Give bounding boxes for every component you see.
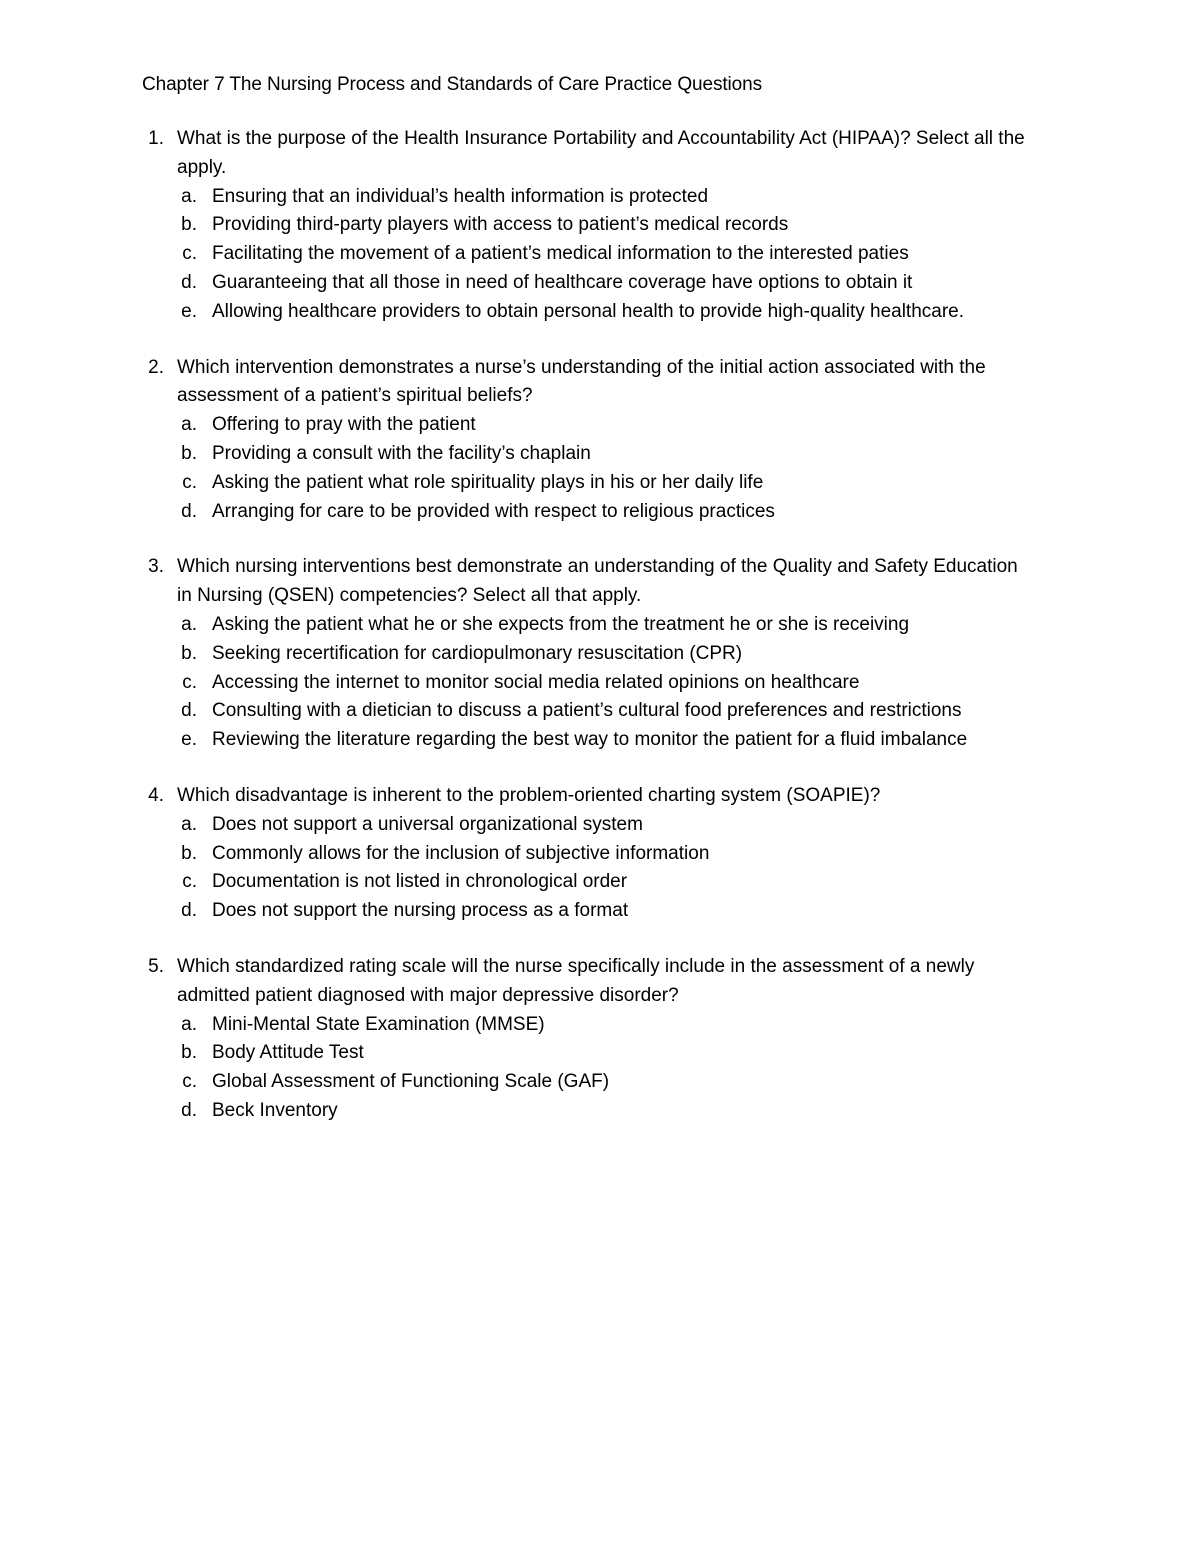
option-letter: d.: [181, 900, 197, 922]
answer-option: [142, 240, 1140, 269]
answer-option: [142, 269, 1140, 298]
question-number: 2.: [148, 356, 164, 378]
option-letter: a.: [181, 414, 197, 436]
option-text: Allowing healthcare providers to obtain personal health to provide high-quality healthcare.: [212, 300, 965, 322]
answer-option: [142, 840, 1140, 869]
option-text: Does not support the nursing process as a format: [212, 900, 629, 922]
answer-option: [142, 811, 1140, 840]
question-number: 1.: [148, 128, 164, 149]
option-letter: d.: [181, 700, 197, 722]
answer-option: [142, 1039, 1140, 1068]
option-text: Offering to pray with the patient: [212, 414, 476, 436]
option-text: Providing third-party players with access to patient’s medical records: [212, 214, 789, 236]
question-item: [142, 125, 1140, 327]
question-text: Which intervention demonstrates a nurse’s understanding of the initial action associated with the assessment of a patient’s spiritual beliefs?: [177, 356, 986, 407]
option-text: Reviewing the literature regarding the best way to monitor the patient for a fluid imbalance: [212, 729, 968, 751]
option-letter: a.: [181, 613, 197, 635]
option-letter: b.: [181, 842, 197, 864]
answer-option: [142, 669, 1140, 698]
question-item: [142, 953, 1140, 1126]
answer-option: [142, 1097, 1140, 1126]
option-text: Accessing the internet to monitor social media related opinions on healthcare: [212, 671, 860, 693]
answer-options: [142, 411, 1140, 526]
question-item: [142, 782, 1140, 926]
answer-option: [142, 897, 1140, 926]
answer-option: [142, 697, 1140, 726]
option-letter: c.: [182, 243, 197, 265]
option-letter: a.: [181, 813, 197, 835]
answer-options: [142, 183, 1140, 327]
option-letter: d.: [181, 271, 197, 293]
question-text: Which standardized rating scale will the nurse specifically include in the assessment of a newly admitted patient diagnosed with major depressive disorder?: [177, 955, 975, 1006]
option-letter: d.: [181, 1099, 197, 1121]
option-text: Seeking recertification for cardiopulmonary resuscitation (CPR): [212, 642, 743, 664]
answer-option: [142, 183, 1140, 212]
option-text: Facilitating the movement of a patient’s medical information to the interested paties: [212, 243, 909, 265]
answer-option: [142, 498, 1140, 527]
question-stem: [142, 553, 1140, 611]
question-item: [142, 354, 1140, 527]
option-text: Providing a consult with the facility’s chaplain: [212, 442, 591, 464]
option-letter: b.: [181, 642, 197, 664]
option-text: Beck Inventory: [212, 1099, 338, 1121]
option-text: Consulting with a dietician to discuss a patient’s cultural food preferences and restrictions: [212, 700, 962, 722]
option-text: Ensuring that an individual’s health information is protected: [212, 185, 709, 207]
option-text: Mini-Mental State Examination (MMSE): [212, 1013, 545, 1035]
question-number: 3.: [148, 556, 164, 578]
question-text: Which disadvantage is inherent to the problem-oriented charting system (SOAPIE)?: [177, 784, 881, 806]
option-letter: c.: [182, 871, 197, 893]
question-stem: [142, 953, 1140, 1011]
question-stem: [142, 354, 1140, 412]
option-text: Documentation is not listed in chronological order: [212, 871, 628, 893]
answer-option: [142, 640, 1140, 669]
option-letter: b.: [181, 1042, 197, 1064]
option-letter: a.: [181, 1013, 197, 1035]
option-letter: b.: [181, 442, 197, 464]
answer-option: [142, 868, 1140, 897]
answer-options: [142, 611, 1140, 755]
question-number: 4.: [148, 784, 164, 806]
option-letter: c.: [182, 671, 197, 693]
option-text: Asking the patient what he or she expects from the treatment he or she is receiving: [212, 613, 910, 635]
option-text: Arranging for care to be provided with respect to religious practices: [212, 500, 775, 522]
option-text: Body Attitude Test: [212, 1042, 364, 1064]
option-letter: c.: [182, 1071, 197, 1093]
option-text: Commonly allows for the inclusion of subjective information: [212, 842, 710, 864]
option-text: Global Assessment of Functioning Scale (GAF): [212, 1071, 610, 1093]
answer-option: [142, 1011, 1140, 1040]
option-letter: d.: [181, 500, 197, 522]
answer-option: [142, 211, 1140, 240]
answer-option: [142, 726, 1140, 755]
answer-option: [142, 411, 1140, 440]
answer-option: [142, 469, 1140, 498]
option-text: Does not support a universal organizational system: [212, 813, 643, 835]
option-text: Guaranteeing that all those in need of healthcare coverage have options to obtain it: [212, 271, 913, 293]
answer-options: [142, 1011, 1140, 1126]
answer-option: [142, 611, 1140, 640]
question-item: [142, 553, 1140, 755]
option-text: Asking the patient what role spirituality plays in his or her daily life: [212, 471, 764, 493]
option-letter: e.: [181, 729, 197, 751]
answer-option: [142, 440, 1140, 469]
page-title: Chapter 7 The Nursing Process and Standards of Care Practice Questions: [142, 74, 762, 95]
answer-option: [142, 1068, 1140, 1097]
option-letter: c.: [182, 471, 197, 493]
answer-option: [142, 298, 1140, 327]
question-stem: [142, 782, 1140, 811]
question-stem: [142, 125, 1140, 183]
option-letter: e.: [181, 300, 197, 322]
question-text: What is the purpose of the Health Insurance Portability and Accountability Act (HIPAA)? Select all the apply.: [177, 128, 1025, 178]
option-letter: b.: [181, 214, 197, 236]
question-number: 5.: [148, 955, 164, 977]
option-letter: a.: [181, 185, 197, 207]
answer-options: [142, 811, 1140, 926]
question-text: Which nursing interventions best demonstrate an understanding of the Quality and Safety Education in Nursing (QSEN) competencies? Select all that apply.: [177, 556, 1018, 607]
question-list: [142, 125, 1140, 1126]
